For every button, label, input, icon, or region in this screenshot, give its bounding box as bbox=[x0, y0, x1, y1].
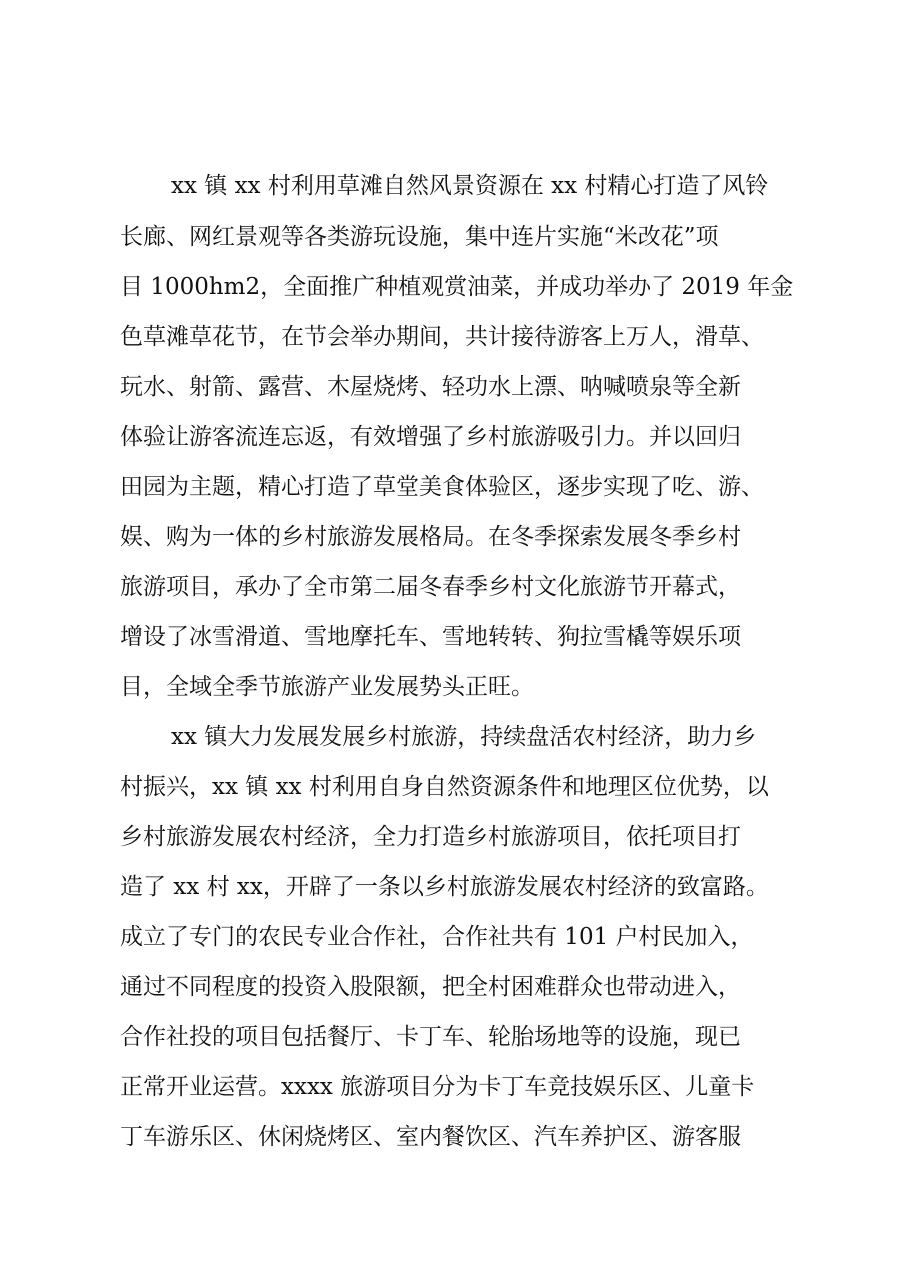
text-line bbox=[0, 517, 909, 557]
text-line bbox=[0, 1117, 909, 1157]
text-line bbox=[0, 1067, 909, 1107]
line-text: 合作社投的项目包括餐厅、卡丁车、轮胎场地等的设施，现已 bbox=[120, 1024, 741, 1050]
line-text: xx 镇大力发展发展乡村旅游，持续盘活农村经济，助力乡 bbox=[171, 724, 757, 750]
line-text: 丁车游乐区、休闲烧烤区、室内餐饮区、汽车养护区、游客服 bbox=[120, 1124, 741, 1150]
text-line bbox=[0, 767, 909, 807]
line-text: 正常开业运营。xxxx 旅游项目分为卡丁车竞技娱乐区、儿童卡 bbox=[120, 1074, 755, 1100]
line-text: 造了 xx 村 xx，开辟了一条以乡村旅游发展农村经济的致富路。 bbox=[120, 874, 769, 900]
text-line bbox=[0, 617, 909, 657]
line-text: 目，全域全季节旅游产业发展势头正旺。 bbox=[120, 674, 534, 700]
text-line bbox=[0, 567, 909, 607]
line-text: 乡村旅游发展农村经济，全力打造乡村旅游项目，依托项目打 bbox=[120, 824, 741, 850]
line-text: 成立了专门的农民专业合作社，合作社共有 101 户村民加入， bbox=[120, 924, 754, 950]
line-text: 色草滩草花节，在节会举办期间，共计接待游客上万人，滑草、 bbox=[120, 324, 764, 350]
text-line bbox=[0, 867, 909, 907]
line-text: 通过不同程度的投资入股限额，把全村困难群众也带动进入， bbox=[120, 974, 741, 1000]
text-line bbox=[0, 1017, 909, 1057]
line-text: xx 镇 xx 村利用草滩自然风景资源在 xx 村精心打造了风铃 bbox=[171, 173, 769, 199]
text-line bbox=[0, 267, 909, 307]
line-text: 玩水、射箭、露营、木屋烧烤、轻功水上漂、呐喊喷泉等全新 bbox=[120, 374, 741, 400]
line-text: 娱、购为一体的乡村旅游发展格局。在冬季探索发展冬季乡村 bbox=[120, 524, 741, 550]
line-text: 长廊、网红景观等各类游玩设施，集中连片实施“米改花”项 bbox=[120, 224, 719, 250]
text-line bbox=[0, 317, 909, 357]
text-line bbox=[0, 367, 909, 407]
text-line bbox=[0, 467, 909, 507]
text-line bbox=[0, 717, 909, 757]
line-text: 增设了冰雪滑道、雪地摩托车、雪地转转、狗拉雪橇等娱乐项 bbox=[120, 624, 741, 650]
text-line bbox=[0, 166, 909, 206]
text-line bbox=[0, 917, 909, 957]
line-text: 旅游项目，承办了全市第二届冬春季乡村文化旅游节开幕式， bbox=[120, 574, 741, 600]
line-text: 目 1000hm2，全面推广种植观赏油菜，并成功举办了 2019 年金 bbox=[120, 274, 794, 300]
text-line bbox=[0, 817, 909, 857]
line-text: 田园为主题，精心打造了草堂美食体验区，逐步实现了吃、游、 bbox=[120, 474, 764, 500]
text-line bbox=[0, 967, 909, 1007]
text-line bbox=[0, 667, 909, 707]
text-line bbox=[0, 417, 909, 457]
text-line bbox=[0, 217, 909, 257]
line-text: 村振兴，xx 镇 xx 村利用自身自然资源条件和地理区位优势，以 bbox=[120, 774, 769, 800]
line-text: 体验让游客流连忘返，有效增强了乡村旅游吸引力。并以回归 bbox=[120, 424, 741, 450]
